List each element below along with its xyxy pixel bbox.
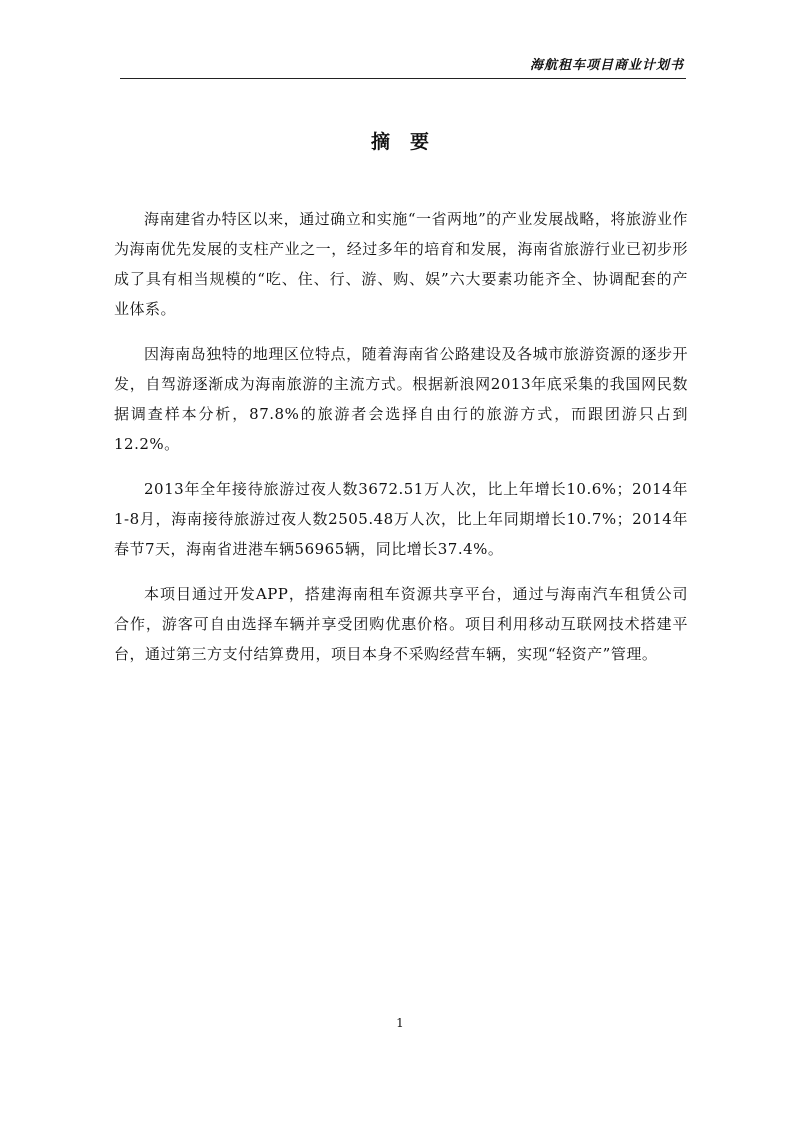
paragraph-3: 2013年全年接待旅游过夜人数3672.51万人次，比上年增长10.6%；2014年1-8月，海南接待旅游过夜人数2505.48万人次，比上年同期增长10.7%；2014年春节7天，海南省进港车辆56965辆，同比增长37.4%。 (114, 480, 688, 558)
header-title: 海航租车项目商业计划书 (529, 58, 684, 73)
paragraph-2: 因海南岛独特的地理区位特点，随着海南省公路建设及各城市旅游资源的逐步开发，自驾游逐渐成为海南旅游的主流方式。根据新浪网2013年底采集的我国网民数据调查样本分析，87.8%的旅游者会选择自由行的旅游方式，而跟团游只占到12.2%。 (114, 345, 688, 453)
page-header (120, 46, 686, 79)
page-number: 1 (396, 1016, 404, 1030)
document-body (114, 204, 688, 684)
page-title: 摘要 (370, 131, 449, 153)
paragraph-4: 本项目通过开发APP，搭建海南租车资源共享平台，通过与海南汽车租赁公司合作，游客可自由选择车辆并享受团购优惠价格。项目利用移动互联网技术搭建平台，通过第三方支付结算费用，项目本身不采购经营车辆，实现“轻资产”管理。 (114, 585, 688, 663)
paragraph-1: 海南建省办特区以来，通过确立和实施“一省两地”的产业发展战略，将旅游业作为海南优先发展的支柱产业之一，经过多年的培育和发展，海南省旅游行业已初步形成了具有相当规模的“吃、住、行、游、购、娱”六大要素功能齐全、协调配套的产业体系。 (114, 210, 688, 318)
